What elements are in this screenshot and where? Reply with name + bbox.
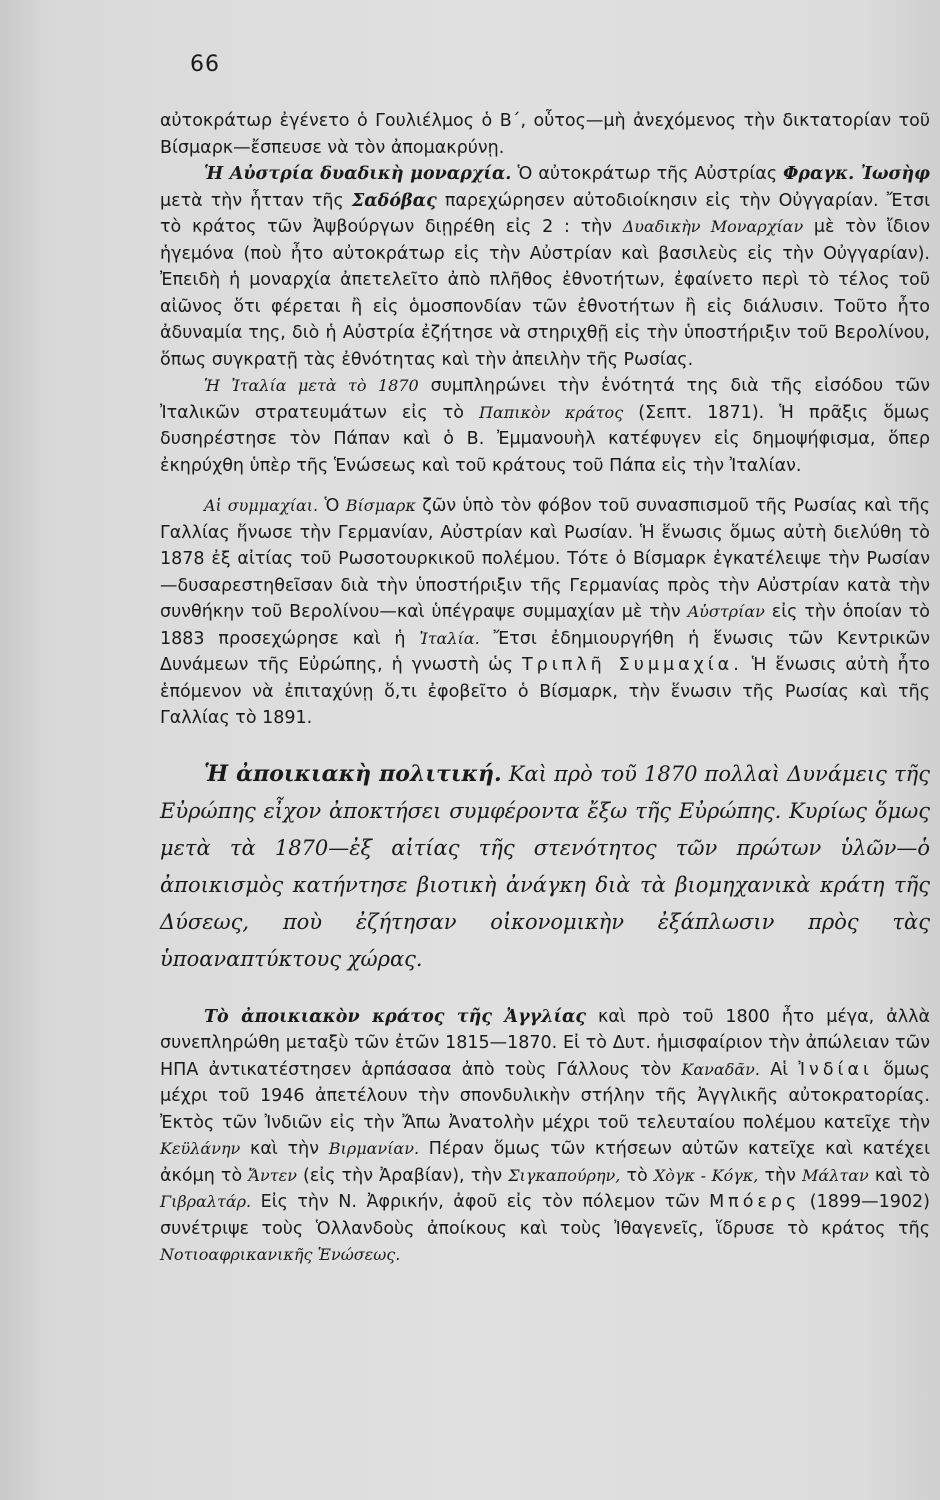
text-run: ζῶν ὑπὸ τὸν φόβον τοῦ συνασπισμοῦ τῆς Ρωσίας καὶ τῆς Γαλλίας ἥνωσε τὴν Γερμανίαν, Αὐστρίαν καὶ Ρωσίαν. Ἡ ἕνωσις ὅμως αὐτὴ διελύθη τὸ 1878 ἐξ αἰτίας τοῦ Ρωσοτουρκικοῦ πολέμου. Τότε ὁ Βίσμαρκ ἐγκατέλειψε τὴν Ρωσίαν—δυσαρεστηθεῖσαν διὰ τὴν ὑποστήριξιν τῆς Γερμανίας πρὸς τὴν Αὐστρίαν κατὰ τὴν συνθήκην τοῦ Βερολίνου—καὶ ὑπέγραψε συμμαχίαν μὲ τὴν <box>160 496 931 622</box>
text-run: (Σεπτ. 1871). Ἡ πρᾶξις ὅμως δυσηρέστησε τὸν Πάπαν καὶ ὁ Β. Ἐμμανουὴλ κατέφυγεν εἰς δημοψήφισμα, ὅπερ ἐκηρύχθη ὑπὲρ τῆς Ἑνώσεως καὶ τοῦ κράτους τοῦ Πάπα εἰς τὴν Ἰταλίαν. <box>160 402 930 476</box>
place-burma: Βιρμανίαν. <box>328 1139 420 1158</box>
text-run: μετὰ τὴν ἧτταν τῆς <box>160 190 352 211</box>
term-south-african-union: Νοτιοαφρικανικῆς Ἑνώσεως. <box>160 1245 401 1264</box>
text-run: παρεχώρησεν αὐτοδιοίκησιν εἰς τὴν Οὐγγαρίαν. Ἔτσι τὸ κράτος τῶν Ἀψβούργων διῃρέθη εἰς 2 : τὴν <box>160 190 930 237</box>
place-canada: Καναδᾶν. <box>681 1059 760 1079</box>
paragraph-kaiser <box>160 108 930 161</box>
section-heading-austria: Ἡ Αὐστρία δυαδικὴ μοναρχία. <box>204 164 512 184</box>
text-run: καὶ πρὸ τοῦ 1800 ἦτο μέγα, ἀλλὰ συνεπληρώθη μεταξὺ τῶν ἐτῶν 1815—1870. Εἰ τὸ Δυτ. ἡμισφαίριον τὴν ἀπώλειαν τῶν ΗΠΑ ἀντικατέστησεν ἁρπάσασα ἀπὸ τοὺς Γάλλους τὸν <box>160 1006 930 1080</box>
section-heading-italy: Ἡ Ἰταλία μετὰ τὸ 1870 <box>204 376 419 395</box>
text-run: (εἰς τὴν Ἀραβίαν), τὴν <box>296 1165 509 1186</box>
paragraph-alliances <box>160 493 930 732</box>
place-singapore: Σιγκαπούρην, <box>508 1165 621 1185</box>
page-number: 66 <box>190 52 220 77</box>
paragraph-austria <box>160 161 930 373</box>
term-italy: Ἰταλία. <box>419 628 480 648</box>
text-run: Ὁ <box>318 496 346 516</box>
paragraph-italy <box>160 373 930 479</box>
text-run: Πέραν ὅμως τῶν κτήσεων αὐτῶν κατεῖχε καὶ κατέχει ἀκόμη τὸ <box>160 1139 930 1186</box>
section-heading-colonial: Ἡ ἀποικιακὴ πολιτική. <box>204 760 502 787</box>
text-run: εἰς τὴν ὁποίαν τὸ 1883 προσεχώρησε καὶ ἡ <box>160 602 931 649</box>
text-run: καὶ τὸ <box>868 1165 931 1186</box>
place-gibraltar: Γιβραλτάρ. <box>160 1192 252 1211</box>
term-boers: Μπόερς <box>709 1192 801 1212</box>
text-run: τὸ <box>620 1165 654 1186</box>
term-dual-monarchy: Δυαδικὴν Μοναρχίαν <box>622 217 804 236</box>
text-run: (1899—1902) συνέτριψε τοὺς Ὁλλανδοὺς ἀποίκους καὶ τοὺς Ἰθαγενεῖς, ἵδρυσε τὸ κράτος τῆς <box>160 1192 930 1239</box>
text-run: Εἰς τὴν Ν. Ἀφρικήν, ἀφοῦ εἰς τὸν πόλεμον τῶν <box>251 1192 710 1212</box>
text-run: συμπληρώνει τὴν ἑνότητά της διὰ τῆς εἰσόδου τῶν Ἰταλικῶν στρατευμάτων εἰς τὸ <box>160 376 930 423</box>
text-run: Ἡ ἕνωσις αὐτὴ ἦτο ἑπόμενον νὰ ἐπιταχύνῃ ὅ,τι ἐφοβεῖτο ὁ Βίσμαρκ, τὴν ἕνωσιν τῆς Ρωσίας καὶ τῆς Γαλλίας τὸ 1891. <box>160 655 930 728</box>
place-malta: Μάλταν <box>802 1165 869 1185</box>
text-run: τὴν <box>758 1165 803 1186</box>
term-triple-alliance: Τριπλῆ Συμμαχία. <box>521 655 743 675</box>
place-hong-kong: Χὸγκ - Κόγκ, <box>653 1165 759 1185</box>
section-heading-alliances: Αἱ συμμαχίαι. <box>204 496 319 515</box>
colonial-text: Καὶ πρὸ τοῦ 1870 πολλαὶ Δυνάμεις τῆς Εὐρώπης εἶχον ἀποκτήσει συμφέροντα ἔξω τῆς Εὐρώπης. Κυρίως ὅμως μετὰ τὰ 1870—ἐξ αἰτίας τῆς στενότητος τῶν πρώτων ὑλῶν—ὁ ἀποικισμὸς κατήντησε βιοτικὴ ἀνάγκη διὰ τὰ βιομηχανικὰ κράτη τῆς Δύσεως, ποὺ ἐζήτησαν οἰκονομικὴν ἐξάπλωσιν πρὸς τὰς ὑποαναπτύκτους χώρας. <box>160 761 930 971</box>
paragraph-kaiser-text: αὐτοκράτωρ ἐγένετο ὁ Γουλιέλμος ὁ Β΄, οὗτος—μὴ ἀνεχόμενος τὴν δικτατορίαν τοῦ Βίσμαρκ—ἔσπευσε νὰ τὸν ἀπομακρύνῃ. <box>160 111 930 158</box>
section-heading-england: Τὸ ἀποικιακὸν κράτος τῆς Ἀγγλίας <box>204 1006 587 1027</box>
page-body <box>160 108 930 1269</box>
name-franz-joseph: Φραγκ. Ἰωσὴφ <box>783 164 930 184</box>
name-bismarck: Βίσμαρκ <box>345 496 416 515</box>
place-ceylon: Κεϋλάνην <box>160 1139 241 1158</box>
text-run: Ὁ αὐτοκράτωρ τῆς Αὐστρίας <box>511 164 784 184</box>
place-sadova: Σαδόβας <box>351 190 437 211</box>
text-run: Ἔτσι ἐδημιουργήθη ἡ ἕνωσις τῶν Κεντρικῶν Δυνάμεων τῆς Εὐρώπης, ἡ γνωστὴ ὡς <box>160 628 930 675</box>
text-run: ὅμως μέχρι τοῦ 1946 ἀπετέλουν τὴν σπονδυλικὴν στήλην τῆς Ἀγγλικῆς αὐτοκρατορίας. Ἐκτὸς τῶν Ἰνδιῶν εἰς τὴν Ἄπω Ἀνατολὴν μέχρι τοῦ τελευταίου πολέμου κατεῖχε τὴν <box>160 1059 930 1133</box>
text-run: μὲ τὸν ἴδιον ἡγεμόνα (ποὺ ἦτο αὐτοκράτωρ εἰς τὴν Αὐστρίαν καὶ βασιλεὺς εἰς τὴν Οὐγγαρίαν). Ἐπειδὴ ἡ μοναρχία ἀπετελεῖτο ἀπὸ πλῆθος ἐθνοτήτων, ἐφαίνετο περὶ τὸ τέλος τοῦ αἰῶνος ὅτι φέρεται ἢ εἰς ὁμοσπονδίαν τῶν ἐθνοτήτων ἢ εἰς διάλυσιν. Τοῦτο ἦτο ἀδυναμία της, διὸ ἡ Αὐστρία ἐζήτησε νὰ στηριχθῇ εἰς τὴν ὑποστήριξιν τοῦ Βερολίνου, ὅπως συγκρατῇ τὰς ἐθνότητας καὶ τὴν ἀπειλὴν τῆς Ρωσίας. <box>160 217 930 370</box>
text-run: καὶ τὴν <box>240 1139 329 1159</box>
term-austria: Αὐστρίαν <box>687 602 765 621</box>
place-aden: Ἄντεν <box>248 1165 297 1185</box>
paragraph-colonial <box>160 756 930 978</box>
paragraph-england <box>160 1004 930 1269</box>
term-papal-state: Παπικὸν κράτος <box>479 402 624 422</box>
place-india: Ἰνδίαι <box>798 1059 873 1080</box>
text-run: Αἱ <box>759 1059 799 1080</box>
